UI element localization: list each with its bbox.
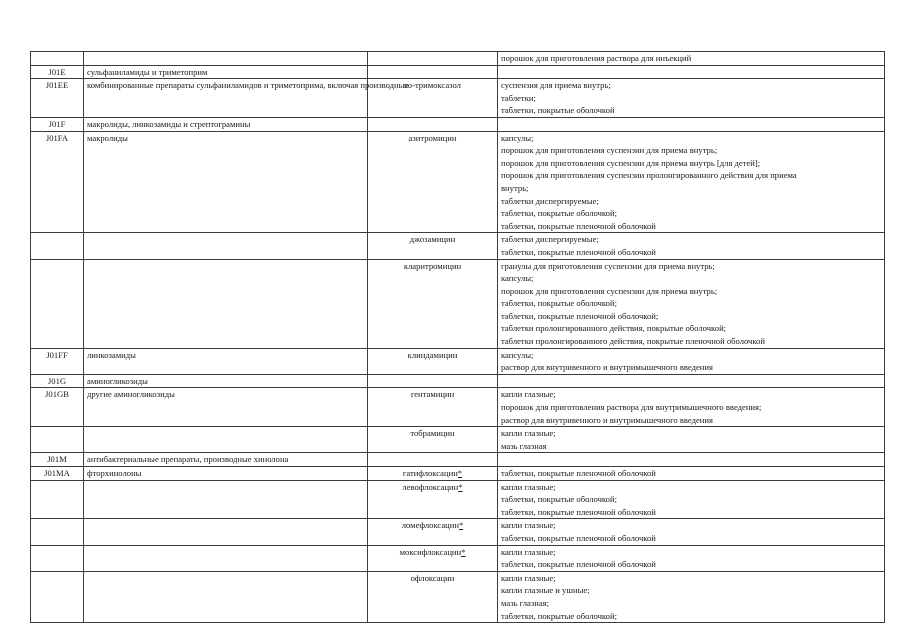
dosage-form-line: таблетки, покрытые оболочкой; <box>501 494 617 505</box>
anatomical-group-cell: линкозамиды <box>84 348 368 374</box>
dosage-form-line: раствор для внутривенного и внутримышечного введения <box>501 414 713 425</box>
dosage-form-line: порошок для приготовления суспензии для приема внутрь [для детей]; <box>501 157 761 168</box>
drug-name-cell <box>368 259 498 348</box>
atc-code-cell <box>31 52 84 66</box>
atc-code-cell: J01M <box>31 453 84 467</box>
dosage-form-line: капсулы; <box>501 273 534 284</box>
drug-name-cell <box>368 233 498 259</box>
anatomical-group-cell: фторхинолоны <box>84 467 368 481</box>
dosage-form-line: капли глазные; <box>501 520 556 531</box>
drug-name-cell <box>368 348 498 374</box>
anatomical-group-cell <box>84 545 368 571</box>
dosage-forms-cell <box>498 348 885 374</box>
atc-code-cell <box>31 571 84 622</box>
dosage-form-line: таблетки пролонгированного действия, покрытые оболочкой; <box>501 323 727 334</box>
dosage-forms-cell <box>498 131 885 233</box>
drug-name: гатифлоксацин <box>402 468 458 478</box>
table-row <box>31 374 885 388</box>
atc-code-cell: J01FF <box>31 348 84 374</box>
atc-code-cell: J01GB <box>31 388 84 427</box>
drug-name-cell <box>368 131 498 233</box>
dosage-form-line: капли глазные и ушные; <box>501 585 590 596</box>
drug-name-cell <box>368 65 498 79</box>
dosage-form-line: таблетки, покрытые оболочкой <box>501 105 615 116</box>
dosage-form-line: таблетки диспергируемые; <box>501 195 599 206</box>
table-row <box>31 117 885 131</box>
table-row <box>31 259 885 348</box>
dosage-forms-cell <box>498 467 885 481</box>
table-row <box>31 453 885 467</box>
atc-code-cell <box>31 233 84 259</box>
anatomical-group-cell: другие аминогликозиды <box>84 388 368 427</box>
dosage-forms-cell <box>498 545 885 571</box>
anatomical-group-cell: макролиды <box>84 131 368 233</box>
footnote-mark[interactable]: * <box>458 481 463 492</box>
anatomical-group-cell <box>84 233 368 259</box>
dosage-form-line: раствор для внутривенного и внутримышечного введения <box>501 362 713 373</box>
dosage-form-line: таблетки пролонгированного действия, покрытые пленочной оболочкой <box>501 336 766 347</box>
dosage-form-line: мазь глазная <box>501 440 547 451</box>
footnote-mark[interactable]: * <box>458 520 464 531</box>
atc-code-cell <box>31 259 84 348</box>
atc-code-cell: J01EE <box>31 79 84 118</box>
anatomical-group-cell: комбинированные препараты сульфаниламидов и триметоприма, включая производные <box>84 79 368 118</box>
drug-name-cell <box>368 117 498 131</box>
dosage-form-line: внутрь; <box>501 182 529 193</box>
dosage-form-line: таблетки, покрытые пленочной оболочкой; <box>501 310 659 321</box>
dosage-form-line: порошок для приготовления раствора для инъекций <box>501 53 692 63</box>
table-row <box>31 52 885 66</box>
dosage-form-line: капли глазные; <box>501 572 556 583</box>
dosage-form-line: мазь глазная; <box>501 597 549 608</box>
drug-name: кларитромицин <box>403 260 462 271</box>
table-row <box>31 348 885 374</box>
anatomical-group-cell <box>84 480 368 519</box>
dosage-form-line: таблетки, покрытые пленочной оболочкой <box>501 532 656 543</box>
table-row <box>31 519 885 545</box>
drug-name: моксифлоксацин <box>399 546 462 557</box>
dosage-forms-cell <box>498 480 885 519</box>
dosage-form-line: порошок для приготовления раствора для внутримышечного введения; <box>501 402 762 413</box>
dosage-forms-cell <box>498 65 885 79</box>
table-row <box>31 545 885 571</box>
dosage-forms-cell <box>498 427 885 453</box>
drug-name: офлоксацин <box>410 572 455 583</box>
table-row <box>31 467 885 481</box>
footnote-mark[interactable]: * <box>457 468 463 478</box>
drug-name: ко-тримоксазол <box>404 80 461 91</box>
drug-name: клиндамицин <box>407 349 458 360</box>
anatomical-group-cell <box>84 519 368 545</box>
atc-code-cell <box>31 427 84 453</box>
dosage-form-line: порошок для приготовления суспензии для приема внутрь; <box>501 145 718 156</box>
dosage-form-line: таблетки диспергируемые; <box>501 234 599 245</box>
table-row <box>31 480 885 519</box>
table-body <box>31 52 885 623</box>
dosage-form-line: капли глазные; <box>501 428 556 439</box>
anatomical-group-cell <box>84 427 368 453</box>
drug-name: левофлоксацин <box>402 481 459 492</box>
dosage-form-line: порошок для приготовления суспензии пролонгированного действия для приема <box>501 170 797 181</box>
dosage-form-line: капли глазные; <box>501 481 556 492</box>
dosage-form-line: таблетки; <box>501 92 536 103</box>
table-row <box>31 65 885 79</box>
dosage-form-line: капсулы; <box>501 349 534 360</box>
dosage-forms-cell <box>498 259 885 348</box>
table-row <box>31 388 885 427</box>
drug-name: ломефлоксацин <box>401 520 459 531</box>
dosage-forms-cell <box>498 117 885 131</box>
drug-name: гентамицин <box>410 389 455 400</box>
atc-code-cell: J01E <box>31 65 84 79</box>
anatomical-group-cell <box>84 571 368 622</box>
dosage-form-line: таблетки, покрытые пленочной оболочкой <box>501 559 656 570</box>
footnote-mark[interactable]: * <box>461 546 466 557</box>
drug-name-cell <box>368 52 498 66</box>
medication-table <box>30 51 885 623</box>
table-row <box>31 233 885 259</box>
dosage-form-line: таблетки, покрытые пленочной оболочкой <box>501 246 656 257</box>
dosage-form-line: таблетки, покрытые оболочкой; <box>501 298 617 309</box>
dosage-form-line: капли глазные; <box>501 389 556 400</box>
table-row <box>31 571 885 622</box>
drug-name-cell <box>368 545 498 571</box>
dosage-form-line: капсулы; <box>501 132 534 143</box>
anatomical-group-cell: сульфаниламиды и триметоприм <box>84 65 368 79</box>
dosage-forms-cell <box>498 388 885 427</box>
table-row <box>31 427 885 453</box>
drug-name: азитромицин <box>408 132 457 143</box>
dosage-form-line: таблетки, покрытые пленочной оболочкой <box>501 506 656 517</box>
drug-name: тобрамицин <box>410 428 455 439</box>
drug-name-cell <box>368 519 498 545</box>
atc-code-cell <box>31 545 84 571</box>
dosage-forms-cell <box>498 79 885 118</box>
dosage-form-line: таблетки, покрытые оболочкой; <box>501 610 617 621</box>
table-row <box>31 79 885 118</box>
dosage-forms-cell <box>498 374 885 388</box>
drug-name: джозамицин <box>409 234 456 245</box>
drug-name-cell <box>368 467 498 481</box>
dosage-forms-cell <box>498 233 885 259</box>
dosage-form-line: суспензия для приема внутрь; <box>501 80 611 91</box>
drug-name-cell <box>368 453 498 467</box>
atc-code-cell <box>31 519 84 545</box>
atc-code-cell: J01G <box>31 374 84 388</box>
dosage-forms-cell <box>498 52 885 66</box>
anatomical-group-cell <box>84 259 368 348</box>
drug-name-cell <box>368 374 498 388</box>
anatomical-group-cell: антибактериальные препараты, производные хинолона <box>84 453 368 467</box>
dosage-form-line: таблетки, покрытые пленочной оболочкой <box>501 220 656 231</box>
dosage-forms-cell <box>498 519 885 545</box>
drug-name-cell <box>368 427 498 453</box>
table-row <box>31 131 885 233</box>
dosage-forms-cell <box>498 571 885 622</box>
anatomical-group-cell: макролиды, линкозамиды и стрептограмины <box>84 117 368 131</box>
dosage-forms-cell <box>498 453 885 467</box>
atc-code-cell <box>31 480 84 519</box>
drug-name-cell <box>368 480 498 519</box>
dosage-form-line: гранулы для приготовления суспензии для приема внутрь; <box>501 260 715 271</box>
atc-code-cell: J01FA <box>31 131 84 233</box>
drug-name-cell <box>368 388 498 427</box>
anatomical-group-cell: аминогликозиды <box>84 374 368 388</box>
atc-code-cell: J01MA <box>31 467 84 481</box>
anatomical-group-cell <box>84 52 368 66</box>
drug-name-cell <box>368 571 498 622</box>
atc-code-cell: J01F <box>31 117 84 131</box>
dosage-form-line: порошок для приготовления суспензии для приема внутрь; <box>501 285 718 296</box>
dosage-form-line: таблетки, покрытые оболочкой; <box>501 208 617 219</box>
dosage-form-line: капли глазные; <box>501 546 556 557</box>
dosage-form-line: таблетки, покрытые пленочной оболочкой <box>501 468 656 478</box>
